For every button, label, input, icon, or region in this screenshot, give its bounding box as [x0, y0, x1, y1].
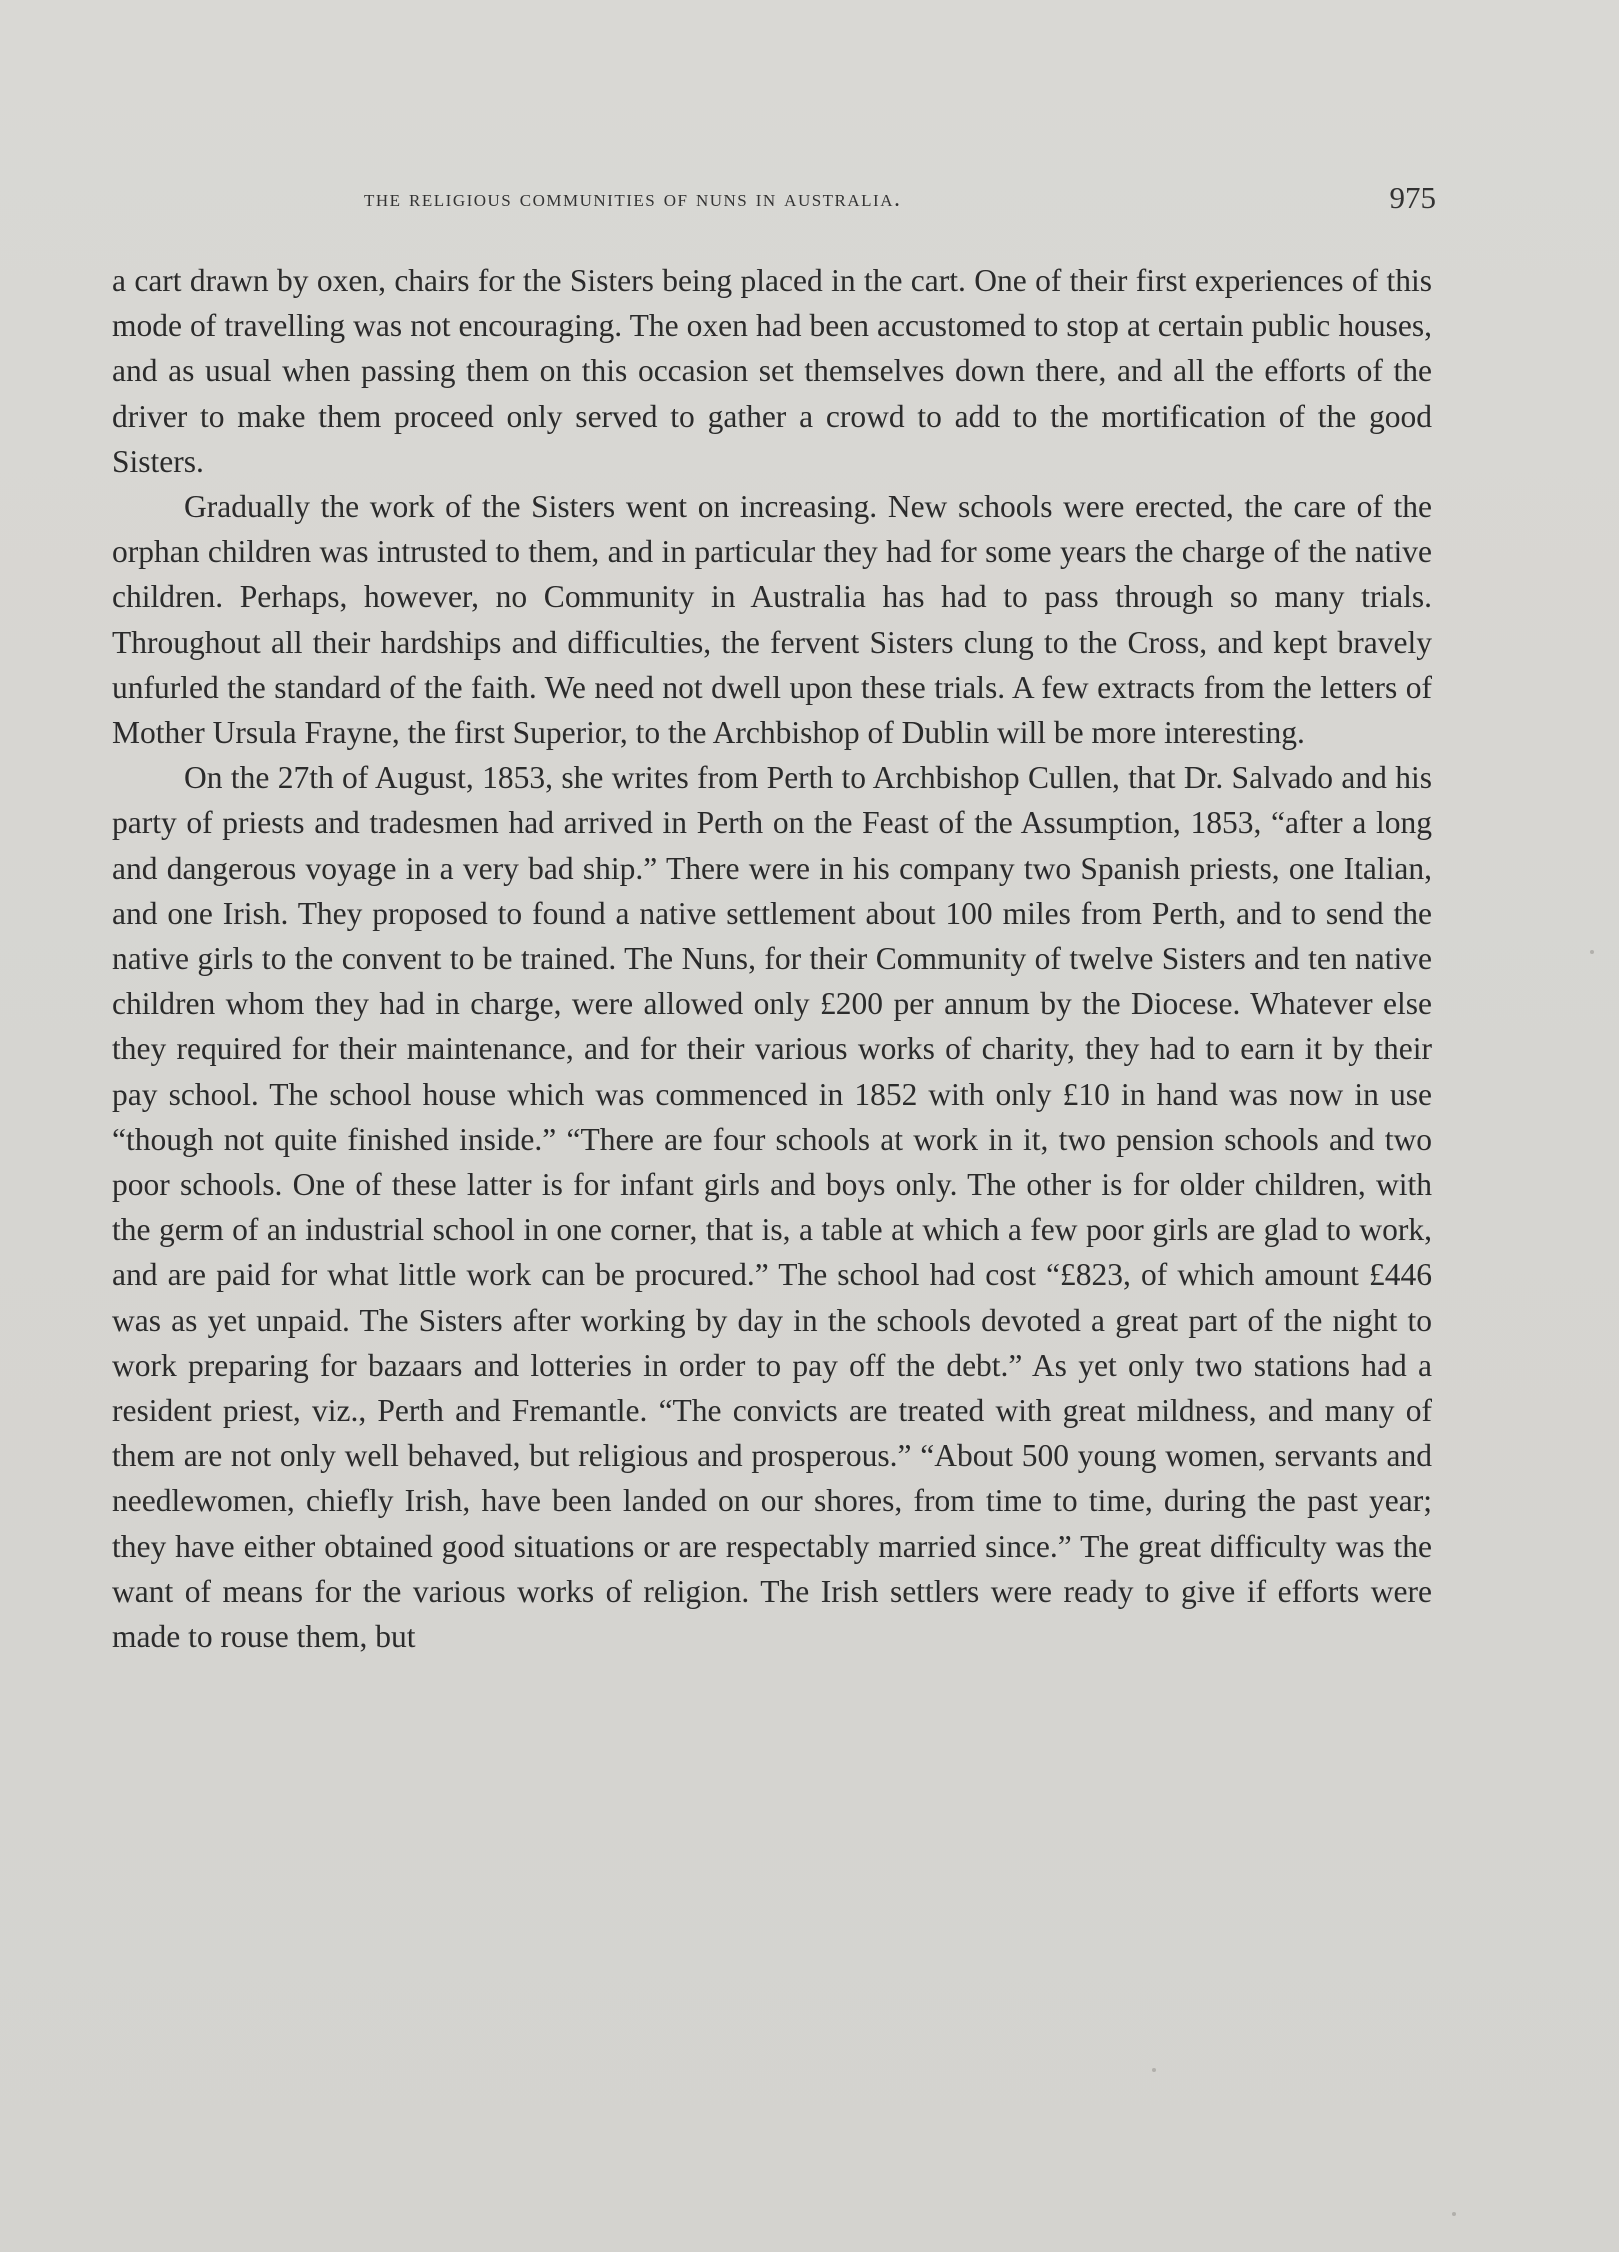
paragraph-1: a cart drawn by oxen, chairs for the Sisters being placed in the cart. One of their first experiences of this mode of travelling was not encouraging. The oxen had been accustomed to stop at certain public houses, and as usual when passing them on this occasion set themselves down there, and all the efforts of the driver to make them proceed only served to gather a crowd to add to the mortification of the good Sisters.	[112, 263, 1432, 479]
paragraph-3: On the 27th of August, 1853, she writes from Perth to Archbishop Cullen, that Dr. Salvado and his party of priests and tradesmen had arrived in Perth on the Feast of the Assumption, 1853, “after a long and dangerous voyage in a very bad ship.” There were in his company two Spanish priests, one Italian, and one Irish. They proposed to found a native settlement about 100 miles from Perth, and to send the native girls to the convent to be trained. The Nuns, for their Community of twelve Sisters and ten native children whom they had in charge, were allowed only £200 per annum by the Diocese. Whatever else they required for their maintenance, and for their various works of charity, they had to earn it by their pay school. The school house which was commenced in 1852 with only £10 in hand was now in use “though not quite finished inside.” “There are four schools at work in it, two pension schools and two poor schools. One of these latter is for infant girls and boys only. The other is for older children, with the germ of an industrial school in one corner, that is, a table at which a few poor girls are glad to work, and are paid for what little work can be procured.” The school had cost “£823, of which amount £446 was as yet unpaid. The Sisters after working by day in the schools devoted a great part of the night to work preparing for bazaars and lotteries in order to pay off the debt.” As yet only two stations had a resident priest, viz., Perth and Fremantle. “The convicts are treated with great mildness, and many of them are not only well behaved, but religious and prosperous.” “About 500 young women, servants and needlewomen, chiefly Irish, have been landed on our shores, from time to time, during the past year; they have either obtained good situations or are respectably married since.” The great difficulty was the want of means for the various works of religion. The Irish settlers were ready to give if efforts were made to rouse them, but	[112, 760, 1432, 1655]
body-text	[112, 258, 1432, 1659]
paper-speck	[1590, 950, 1594, 954]
running-title: the religious communities of nuns in australia.	[364, 186, 902, 212]
paragraph-2: Gradually the work of the Sisters went on increasing. New schools were erected, the care of the orphan children was intrusted to them, and in particular they had for some years the charge of the native children. Perhaps, however, no Community in Australia has had to pass through so many trials. Throughout all their hardships and difficulties, the fervent Sisters clung to the Cross, and kept bravely unfurled the standard of the faith. We need not dwell upon these trials. A few extracts from the letters of Mother Ursula Frayne, the first Superior, to the Archbishop of Dublin will be more interesting.	[112, 489, 1432, 751]
paper-speck	[1452, 2212, 1456, 2216]
paper-speck	[1152, 2068, 1156, 2072]
running-head	[112, 180, 1436, 226]
page-number: 975	[1389, 180, 1436, 215]
